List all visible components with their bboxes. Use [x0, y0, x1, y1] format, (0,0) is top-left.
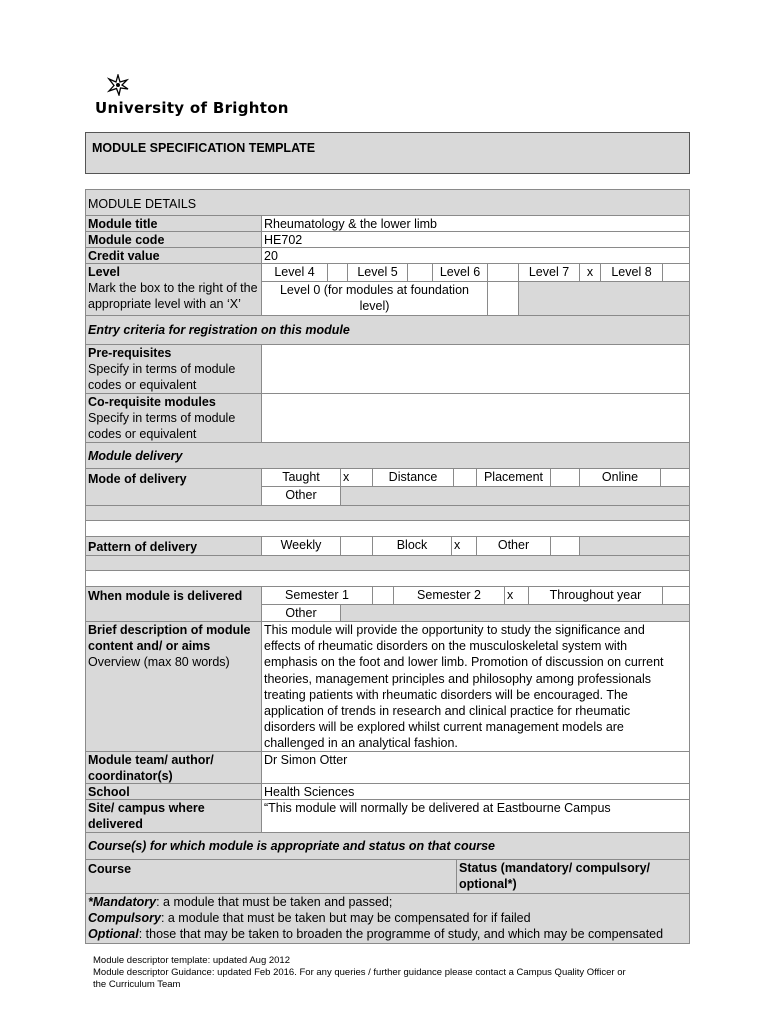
compulsory-definition: [88, 910, 687, 926]
module-code-label: Module code: [88, 233, 165, 247]
school-value: Health Sciences: [264, 785, 355, 799]
team-label-line-2: coordinator(s): [88, 769, 173, 784]
course-column-label: Course: [88, 862, 132, 876]
optional-def: : those that may be taken to broaden the programme of study, and which may be compensated: [138, 927, 664, 942]
corequisites-hint-2: codes or equivalent: [88, 427, 197, 442]
level-hint-line-2: appropriate level with an ‘X’: [88, 297, 241, 312]
mode-distance-mark-box[interactable]: [453, 468, 477, 487]
module-title-label: Module title: [88, 217, 158, 231]
mode-label: Mode of delivery: [88, 472, 187, 486]
module-title-value-cell: [261, 215, 690, 232]
description-value-cell: [261, 621, 690, 752]
pattern-other-cell: [476, 536, 551, 556]
prerequisites-hint-1: Specify in terms of module: [88, 362, 236, 377]
module-delivery-heading-row: [85, 442, 690, 469]
mode-placement-mark-box[interactable]: [550, 468, 580, 487]
team-value-cell: [261, 751, 690, 784]
mode-other-cell: [261, 486, 341, 506]
optional-definition: [88, 926, 687, 942]
spacer-row-1: [85, 505, 690, 521]
pattern-weekly-cell: [261, 536, 341, 556]
corequisites-label: Co-requisite modules: [88, 395, 216, 409]
mode-placement-label: Placement: [483, 470, 544, 484]
pattern-label: Pattern of delivery: [88, 540, 198, 554]
team-value: Dr Simon Otter: [264, 753, 348, 767]
level-6-cell: [432, 263, 488, 282]
footer-line-3: the Curriculum Team: [93, 979, 181, 990]
when-sem2-mark-box[interactable]: [504, 586, 529, 605]
entry-criteria-heading: Entry criteria for registration on this module: [88, 323, 350, 337]
courses-heading-row: [85, 832, 690, 860]
credit-value-cell: [261, 247, 690, 264]
module-delivery-heading: Module delivery: [88, 449, 183, 463]
mandatory-definition: [88, 894, 687, 910]
corequisites-label-cell: [85, 393, 262, 443]
site-label-cell: [85, 799, 262, 833]
level-4-label: Level 4: [274, 265, 315, 279]
spacer-row-2: [85, 520, 690, 537]
team-label-line-1: Module team/ author/: [88, 753, 214, 767]
level-0-line-1: Level 0 (for modules at foundation: [279, 283, 469, 297]
page-title-box: [85, 132, 690, 174]
status-column-label-line-2: optional*): [459, 877, 517, 892]
level-8-label: Level 8: [611, 265, 652, 279]
site-label-line-2: delivered: [88, 817, 143, 832]
module-code-value-cell: [261, 231, 690, 248]
level-0-mark-box[interactable]: [487, 281, 519, 316]
module-details-heading-row: [85, 189, 690, 216]
level-0-line-2: level): [359, 299, 390, 314]
level-7-cell: [518, 263, 580, 282]
prerequisites-label-cell: [85, 344, 262, 394]
credit-value: 20: [264, 249, 278, 263]
prerequisites-hint-2: codes or equivalent: [88, 378, 197, 393]
status-column-label-line-1: Status (mandatory/ compulsory/: [459, 861, 651, 875]
university-name: University of Brighton: [95, 99, 289, 117]
mode-online-mark-box[interactable]: [660, 468, 690, 487]
courses-heading: Course(s) for which module is appropriate and status on that course: [88, 839, 496, 853]
mandatory-term: *Mandatory: [88, 895, 157, 909]
mode-distance-cell: [372, 468, 454, 487]
description-line: emphasis on the foot and lower limb. Promotion of discussion on current: [264, 655, 664, 670]
module-title-value: Rheumatology & the lower limb: [264, 217, 437, 231]
pattern-block-mark: x: [454, 538, 461, 552]
when-throughout-cell: [528, 586, 663, 605]
when-sem2-mark: x: [507, 588, 514, 602]
when-other-cell: [261, 604, 341, 622]
credit-label-cell: [85, 247, 262, 264]
when-label: When module is delivered: [88, 589, 243, 603]
description-line: disorders will be explored whilst current management models are: [264, 720, 624, 735]
site-value: “This module will normally be delivered at Eastbourne Campus: [264, 801, 611, 815]
level-7-label: Level 7: [528, 265, 570, 279]
pattern-block-mark-box[interactable]: [451, 536, 477, 556]
level-5-cell: [347, 263, 408, 282]
spacer-row-3: [85, 555, 690, 571]
page-title: MODULE SPECIFICATION TEMPLATE: [92, 141, 316, 155]
when-throughout-label: Throughout year: [549, 588, 642, 602]
status-column-header: [456, 859, 690, 894]
when-sem1-cell: [261, 586, 373, 605]
mode-taught-cell: [261, 468, 341, 487]
level-label-cell: [85, 263, 262, 316]
level-5-label: Level 5: [357, 265, 398, 279]
when-other-label: Other: [285, 606, 317, 620]
level-5-mark-box[interactable]: [407, 263, 433, 282]
corequisites-hint-1: Specify in terms of module: [88, 411, 236, 426]
corequisites-value-cell[interactable]: [261, 393, 690, 443]
pattern-weekly-mark-box[interactable]: [340, 536, 373, 556]
pattern-other-mark-box[interactable]: [550, 536, 580, 556]
level-7-mark-box[interactable]: [579, 263, 601, 282]
mode-label-cell: [85, 468, 262, 506]
description-line: treating patients with rheumatic disorders will be encouraged. The: [264, 687, 628, 702]
description-line: This module will provide the opportunity to study the significance and: [264, 623, 645, 637]
compulsory-def: : a module that must be taken but may be compensated for if failed: [160, 911, 531, 926]
description-label-line-3: Overview (max 80 words): [88, 655, 230, 670]
credit-label: Credit value: [88, 249, 160, 263]
level-8-cell: [600, 263, 663, 282]
when-sem1-mark-box[interactable]: [372, 586, 394, 605]
pattern-weekly-label: Weekly: [280, 538, 322, 552]
level-6-label: Level 6: [439, 265, 481, 279]
description-label-line-1: Brief description of module: [88, 623, 251, 637]
school-value-cell: [261, 783, 690, 800]
mandatory-def: : a module that must be taken and passed;: [156, 895, 393, 909]
status-definitions-cell: [85, 893, 690, 944]
prerequisites-value-cell[interactable]: [261, 344, 690, 394]
description-label-cell: [85, 621, 262, 752]
level-label: Level: [88, 265, 120, 279]
mode-other-label: Other: [285, 488, 317, 502]
module-title-label-cell: [85, 215, 262, 232]
site-label-line-1: Site/ campus where: [88, 801, 205, 815]
module-details-heading: MODULE DETAILS: [88, 197, 197, 211]
mode-distance-label: Distance: [388, 470, 438, 484]
level-6-mark-box[interactable]: [487, 263, 519, 282]
when-sem1-label: Semester 1: [285, 588, 349, 602]
mode-online-label: Online: [601, 470, 639, 484]
description-line: challenged in an analytical fashion.: [264, 736, 458, 751]
star-icon: [107, 74, 129, 96]
mode-filler-cell: [340, 486, 690, 506]
team-label-cell: [85, 751, 262, 784]
when-sem2-cell: [393, 586, 505, 605]
spacer-row-4: [85, 570, 690, 587]
module-code-value: HE702: [264, 233, 303, 247]
description-line: theories, management principles and philosophy among professionals: [264, 671, 652, 686]
course-column-header: [85, 859, 457, 894]
pattern-block-cell: [372, 536, 452, 556]
description-label-line-2: content and/ or aims: [88, 639, 211, 654]
level-0-cell: [261, 281, 488, 316]
level-4-cell: [261, 263, 328, 282]
school-label-cell: [85, 783, 262, 800]
level-7-mark: x: [586, 265, 594, 279]
mode-taught-label: Taught: [282, 470, 320, 484]
footer-line-1: Module descriptor template: updated Aug 2012: [93, 955, 290, 966]
when-sem2-label: Semester 2: [417, 588, 481, 602]
pattern-other-label: Other: [497, 538, 530, 552]
mode-taught-mark-box[interactable]: [340, 468, 373, 487]
level-filler-cell: [518, 281, 690, 316]
pattern-block-label: Block: [396, 538, 428, 552]
description-line: application of trends in research and clinical practice for rheumatic: [264, 704, 631, 719]
entry-criteria-heading-row: [85, 315, 690, 345]
when-label-cell: [85, 586, 262, 622]
level-4-mark-box[interactable]: [327, 263, 348, 282]
footer-line-2: Module descriptor Guidance: updated Feb 2016. For any queries / further guidance please contact a Campus Quality Officer or: [93, 967, 626, 978]
mode-online-cell: [579, 468, 661, 487]
site-value-cell: [261, 799, 690, 833]
page-footer: [93, 955, 626, 991]
when-throughout-mark-box[interactable]: [662, 586, 690, 605]
mode-placement-cell: [476, 468, 551, 487]
university-logo: [107, 74, 129, 96]
compulsory-term: Compulsory: [88, 911, 161, 926]
mode-taught-mark: x: [343, 470, 350, 484]
module-code-label-cell: [85, 231, 262, 248]
when-filler-cell: [340, 604, 690, 622]
pattern-filler-cell: [579, 536, 690, 556]
pattern-label-cell: [85, 536, 262, 556]
school-label: School: [88, 785, 130, 799]
level-hint-line-1: Mark the box to the right of the: [88, 281, 258, 296]
prerequisites-label: Pre-requisites: [88, 346, 172, 360]
optional-term: Optional: [88, 927, 139, 942]
level-8-mark-box[interactable]: [662, 263, 690, 282]
description-line: effects of rheumatic disorders on the musculoskeletal system with: [264, 639, 628, 654]
